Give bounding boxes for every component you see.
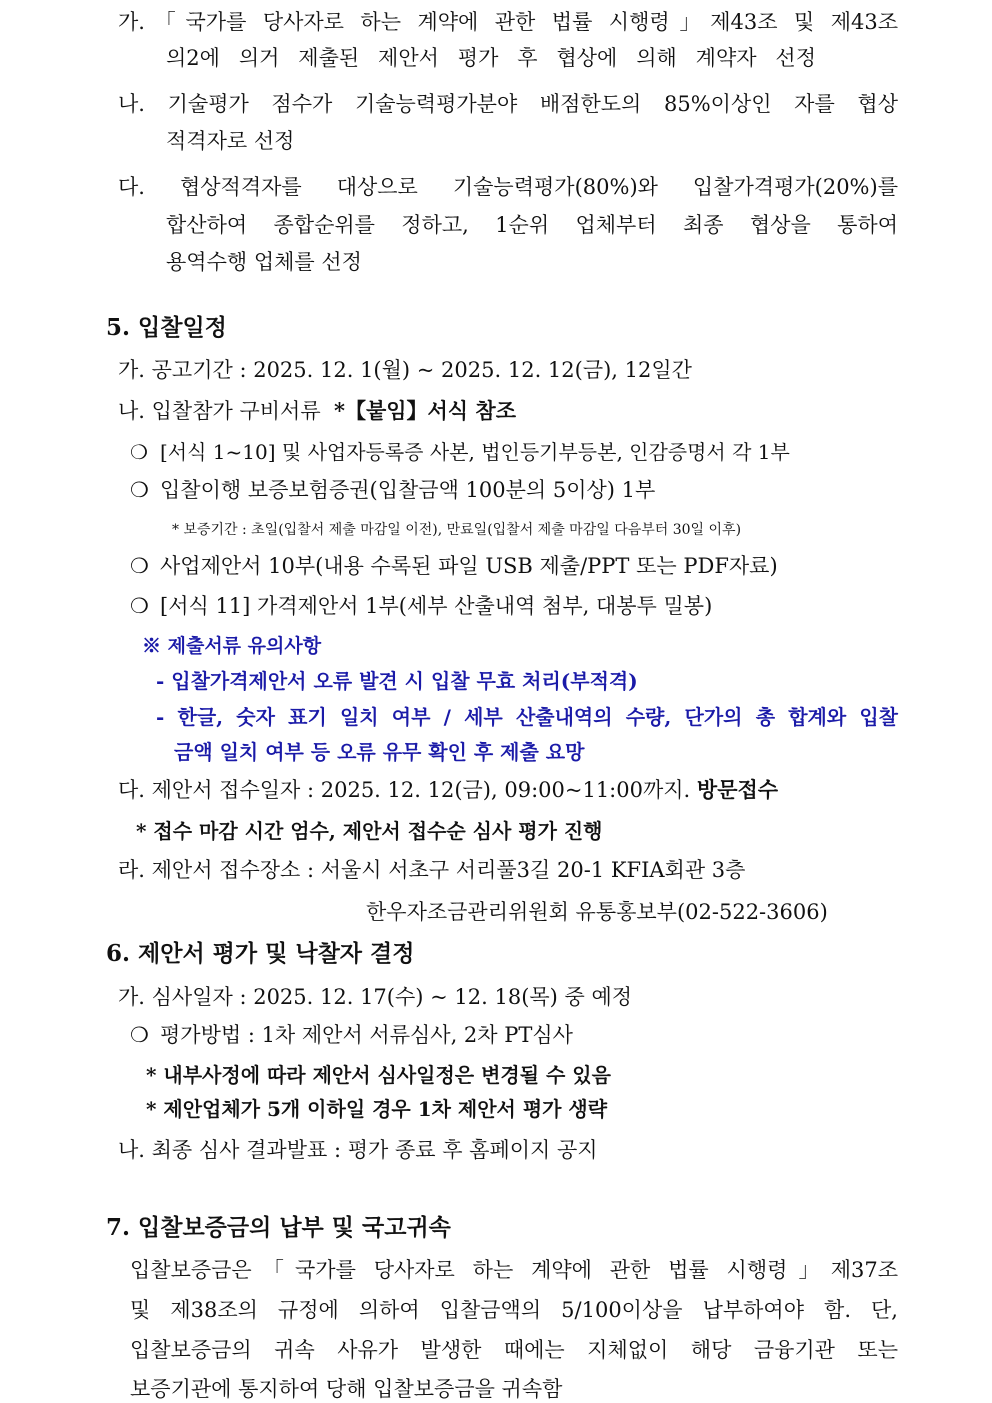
deposit-paragraph-line1: 입찰보증금은「국가를 당사자로 하는 계약에 관한 법률 시행령」제37조 (130, 1258, 898, 1282)
clause-da-line2: 합산하여 종합순위를 정하고, 1순위 업체부터 최종 협상을 통하여 (166, 213, 898, 237)
clause-na-line2: 적격자로 선정 (166, 129, 295, 153)
proposal-receipt-place: 라. 제안서 접수장소 : 서울시 서초구 서리풀3길 20-1 KFIA회관 3층 (118, 858, 746, 882)
circle-bullet-icon: ❍ (130, 594, 149, 618)
circle-bullet-icon: ❍ (130, 554, 149, 578)
clause-ga-line2: 의2에 의거 제출된 제안서 평가 후 협상에 의해 계약자 선정 (166, 46, 816, 70)
section-6-title: 6. 제안서 평가 및 낙찰자 결정 (106, 940, 415, 967)
submission-notice-2-line1: - 한글, 숫자 표기 일치 여부 / 세부 산출내역의 수량, 단가의 총 합계와 입찰 (156, 705, 898, 729)
clause-ga-line1: 가.「국가를 당사자로 하는 계약에 관한 법률 시행령」제43조 및 제43조 (118, 10, 898, 34)
circle-bullet-icon: ❍ (130, 440, 148, 464)
clause-na-line1: 나. 기술평가 점수가 기술능력평가분야 배점한도의 85%이상인 자를 협상 (118, 92, 898, 116)
deposit-paragraph-line2: 및 제38조의 규정에 의하여 입찰금액의 5/100이상을 납부하여야 함. 단, (130, 1298, 898, 1322)
deposit-paragraph-line3: 입찰보증금의 귀속 사유가 발생한 때에는 지체없이 해당 금융기관 또는 (130, 1338, 898, 1362)
circle-bullet-icon: ❍ (130, 1023, 149, 1047)
proposal-receipt-date (118, 776, 778, 804)
document-item-1-text: [서식 1~10] 및 사업자등록증 사본, 법인등기부등본, 인감증명서 각 1부 (160, 440, 790, 464)
required-documents (118, 397, 516, 425)
submission-notice-1: - 입찰가격제안서 오류 발견 시 입찰 무효 처리(부적격) (156, 669, 638, 693)
announcement-period: 가. 공고기간 : 2025. 12. 1(월) ~ 2025. 12. 12(금), 12일간 (118, 358, 692, 382)
document-item-1 (130, 438, 790, 466)
document-item-2-text: 입찰이행 보증보험증권(입찰금액 100분의 5이상) 1부 (160, 478, 656, 502)
required-documents-label: 나. 입찰참가 구비서류 (118, 399, 321, 423)
schedule-change-note: * 내부사정에 따라 제안서 심사일정은 변경될 수 있음 (146, 1063, 611, 1087)
document-item-3-text: 사업제안서 10부(내용 수록된 파일 USB 제출/PPT 또는 PDF자료) (160, 554, 778, 578)
deadline-note: * 접수 마감 시간 엄수, 제안서 접수순 심사 평가 진행 (136, 819, 603, 843)
attachment-reference: *【붙임】서식 참조 (333, 398, 516, 423)
submission-notice-title: ※ 제출서류 유의사항 (142, 635, 322, 657)
section-5-title: 5. 입찰일정 (106, 314, 227, 341)
section-7-title: 7. 입찰보증금의 납부 및 국고귀속 (106, 1214, 451, 1241)
submission-notice-2-line2: 금액 일치 여부 등 오류 유무 확인 후 제출 요망 (174, 740, 585, 764)
deposit-paragraph-line4: 보증기관에 통지하여 당해 입찰보증금을 귀속함 (130, 1377, 563, 1401)
evaluation-skip-note: * 제안업체가 5개 이하일 경우 1차 제안서 평가 생략 (146, 1097, 608, 1121)
proposal-receipt-date-text: 다. 제안서 접수일자 : 2025. 12. 12(금), 09:00~11:00까지. (118, 778, 691, 802)
final-result-announcement: 나. 최종 심사 결과발표 : 평가 종료 후 홈페이지 공지 (118, 1138, 598, 1162)
evaluation-method (130, 1021, 573, 1049)
document-item-4-text: [서식 11] 가격제안서 1부(세부 산출내역 첨부, 대봉투 밀봉) (160, 594, 713, 618)
guarantee-period-note: * 보증기간 : 초일(입찰서 제출 마감일 이전), 만료일(입찰서 제출 마감일 다음부터 30일 이후) (172, 522, 742, 538)
clause-da-line3: 용역수행 업체를 선정 (166, 250, 362, 274)
clause-da-line1: 다. 협상적격자를 대상으로 기술능력평가(80%)와 입찰가격평가(20%)를 (118, 175, 898, 199)
evaluation-method-text: 평가방법 : 1차 제안서 서류심사, 2차 PT심사 (160, 1023, 573, 1047)
document-item-4 (130, 592, 712, 620)
document-item-3 (130, 552, 778, 580)
document-item-2 (130, 476, 655, 504)
receipt-department: 한우자조금관리위원회 유통홍보부(02-522-3606) (366, 900, 828, 924)
circle-bullet-icon: ❍ (130, 478, 149, 502)
review-date: 가. 심사일자 : 2025. 12. 17(수) ~ 12. 18(목) 중 예정 (118, 985, 633, 1009)
visit-receipt: 방문접수 (696, 777, 779, 802)
